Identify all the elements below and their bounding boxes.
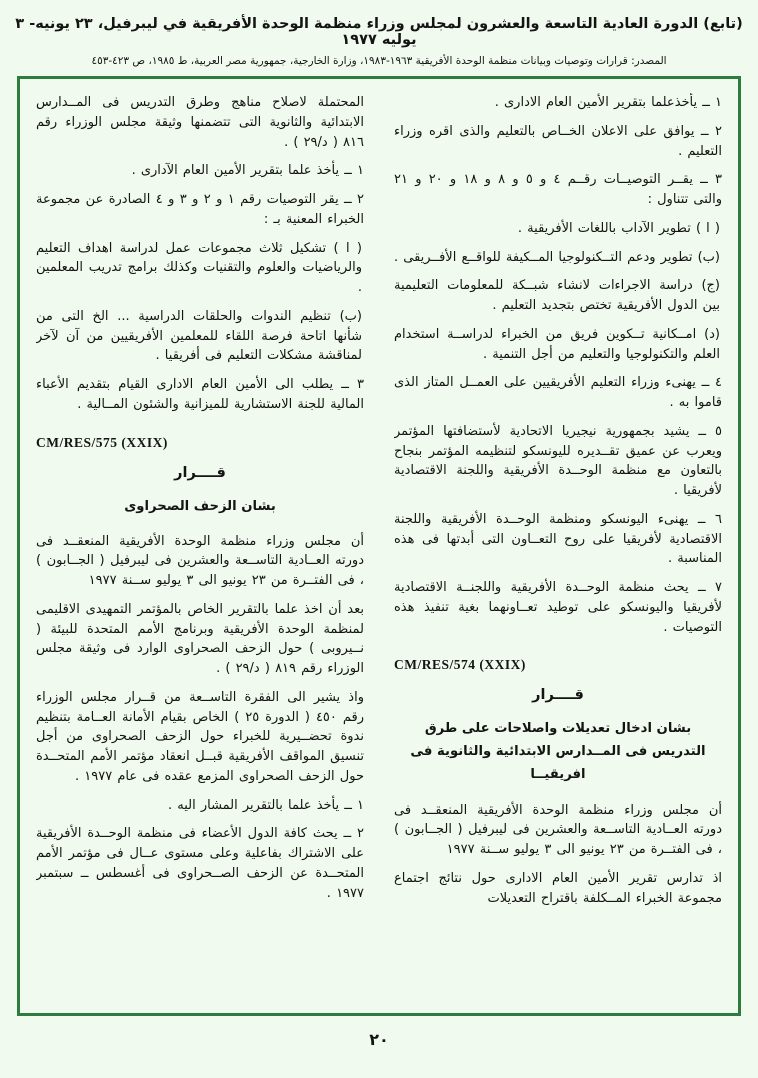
sub-clause-b: (ب) تنظيم الندوات والحلقات الدراسية ... الخ التى من شأنها اتاحة فرصة اللقاء للمعلمين الأفريقيين من آن لآخر لمناقشة مشكلات التعليم فى أفريقيا . (36, 308, 362, 364)
clause-2: ٢ ــ يقر التوصيات رقم ١ و ٢ و ٣ و ٤ الصادرة عن مجموعة الخبراء المعنية بـ : (36, 192, 364, 227)
document-footer (0, 1030, 758, 1049)
preamble-having-studied: اذ تدارس تقرير الأمين العام الادارى حول نتائج اجتماع مجموعة الخبراء المــكلفة باقتراح التعديلات (394, 870, 722, 906)
continuation-paragraph: المحتملة لاصلاح مناهج وطرق التدريس فى المــدارس الابتدائية والثانوية التى تتضمنها وثيقة مجلس الوزراء رقم ٨١٦ ( د/٢٩ ) . (36, 95, 364, 150)
clause-2: ٢ ــ يوافق على الاعلان الخــاص بالتعليم والذى اقره وزراء التعليم . (394, 123, 722, 159)
sub-clause-b: (ب) تطوير ودعم التــكنولوجيا المــكيفة للواقــع الأفــريقى . (394, 249, 720, 265)
resolution-subject: بشان ادخال تعديلات واصلاحات على طرق التدريس فى المــدارس الابتدائية والثانوية فى افريقيــا (410, 721, 706, 783)
page-number: ٢٠ (369, 1030, 389, 1049)
document-header (0, 0, 758, 67)
session-title: (تابع) الدورة العادية التاسعة والعشرون لمجلس وزراء منظمة الوحدة الأفريقية في ليبرفيل، ٢٣ يونيه- ٣ يوليه ١٩٧٧ (15, 16, 743, 48)
sub-clause-c: (ج) دراسة الاجراءات لانشاء شبــكة للمعلومات التعليمية بين الدول الأفريقية تختص بتجديد التعليم . (394, 278, 720, 313)
clause-4: ٤ ــ يهنىء وزراء التعليم الأفريقيين على العمــل المتاز الذى قاموا به . (394, 375, 722, 410)
clause-3: ٣ ــ يطلب الى الأمين العام الادارى القيام بتقديم الأعباء المالية للجنة الاستشارية للميزانية والشئون المــالية . (36, 377, 364, 412)
column-left (36, 93, 364, 1003)
column-right (394, 93, 722, 1003)
two-column-layout (36, 93, 722, 1003)
content-frame (17, 76, 741, 1016)
clause-3: ٣ ــ يقــر التوصيــات رقــم ٤ و ٥ و ٨ و ١٨ و ٢٠ و ٢١ والتى تتناول : (394, 172, 722, 207)
clause-1-bottom: ١ ــ يأخذ علما بالتقرير المشار اليه . (167, 797, 364, 813)
source-citation: المصدر: قرارات وتوصيات وبيانات منظمة الوحدة الأفريقية ١٩٦٣-١٩٨٣، وزارة الخارجية، جمهورية مصر العربية، ط ١٩٨٥، ص ٤٢٣-٤٥٣ (91, 55, 667, 67)
clause-1: ١ ــ يأخذعلما بتقرير الأمين العام الادارى . (494, 95, 722, 110)
clause-7: ٧ ــ يحث منظمة الوحــدة الأفريقية واللجنــة الاقتصادية لأفريقيا واليونسكو على توطيد تعــاونهما بغية تنفيذ هذه التوصيات . (394, 580, 722, 635)
resolution-heading: قــــرار (174, 464, 226, 481)
preamble-council: أن مجلس وزراء منظمة الوحدة الأفريقية المنعقــد فى دورته العــادية التاســعة والعشرين فى ليبرفيل ( الجــابون ) ، فى الفتــرة من ٢٣ يونيو الى ٣ يوليو ســنة ١٩٧٧ (36, 533, 364, 589)
preamble-recalling: واذ يشير الى الفقرة التاســعة من قــرار مجلس الوزراء رقم ٤٥٠ ( الدورة ٢٥ ) الخاص بقيام الأمانة العــامة بتنظيم ندوة تحضــيرية للخبراء حول الزحف الصحراوى من أجل تنسيق المواقف الأفريقية قبــل انعقاد مؤتمر الأمم المتحــدة حول الزحف الصحراوى المزمع عقده فى عام ١٩٧٧ . (36, 689, 364, 784)
preamble-council: أن مجلس وزراء منظمة الوحدة الأفريقية المنعقــد فى دورته العــادية التاســعة والعشرين فى ليبرفيل ( الجــابون ) ، فى الفتــرة من ٢٣ يونيو الى ٣ يوليو ســنة ١٩٧٧ (394, 802, 722, 858)
sub-clause-a: ( ا ) تطوير الآداب باللغات الأفريقية . (517, 220, 720, 236)
sub-clause-d: (د) امــكانية تــكوين فريق من الخبراء لدراســة استخدام العلم والتكنولوجيا والتعليم من أجل التنمية . (394, 326, 720, 362)
preamble-having-noted: بعد أن اخذ علما بالتقرير الخاص بالمؤتمر التمهيدى الاقليمى لمنظمة الوحدة الأفريقية وبرنامج الأمم المتحدة للبيئة ( نــيروبى ) حول الزحف الصحراوى الوارد فى وثيقة مجلس الوزراء رقم ٨١٩ ( د/٢٩ ) . (36, 601, 364, 677)
clause-1: ١ ــ يأخذ علما بتقرير الأمين العام الآدارى . (131, 163, 364, 179)
clause-5: ٥ ــ يشيد بجمهورية نيجيريا الاتحادية لأستضافتها المؤتمر ويعرب عن عميق تقــديره لليونسكو لتنظيمه المؤتمر بنجاح بالتعاون مع منظمة الوحــدة الأفريقية واللجنة الاقتصادية لأفريقيا . (394, 423, 722, 498)
resolution-heading: قــــرار (532, 687, 584, 704)
resolution-number-575: CM/RES/575 (XXIX) (36, 434, 168, 450)
resolution-subject: بشان الزحف الصحراوى (124, 498, 276, 514)
clause-2-bottom: ٢ ــ يحث كافة الدول الأعضاء فى منظمة الوحــدة الأفريقية على الاشتراك بفاعلية وعلى مستوى عــال فى مؤتمر الأمم المتحــدة عن الزحف الصــحراوى فى أغسطس ــ سبتمبر ١٩٧٧ . (36, 826, 364, 901)
clause-6: ٦ ــ يهنىء اليونسكو ومنظمة الوحــدة الأفريقية واللجنة الاقتصادية لأفريقيا على روح التعــاون التى أبدتها فى هذه المناسبة . (394, 511, 722, 567)
sub-clause-a: ( ا ) تشكيل ثلاث مجموعات عمل لدراسة اهداف التعليم والرياضيات والعلوم والتقنيات وكذلك برامج تدريب المعلمين . (36, 240, 362, 295)
resolution-number-574: CM/RES/574 (XXIX) (394, 657, 526, 673)
